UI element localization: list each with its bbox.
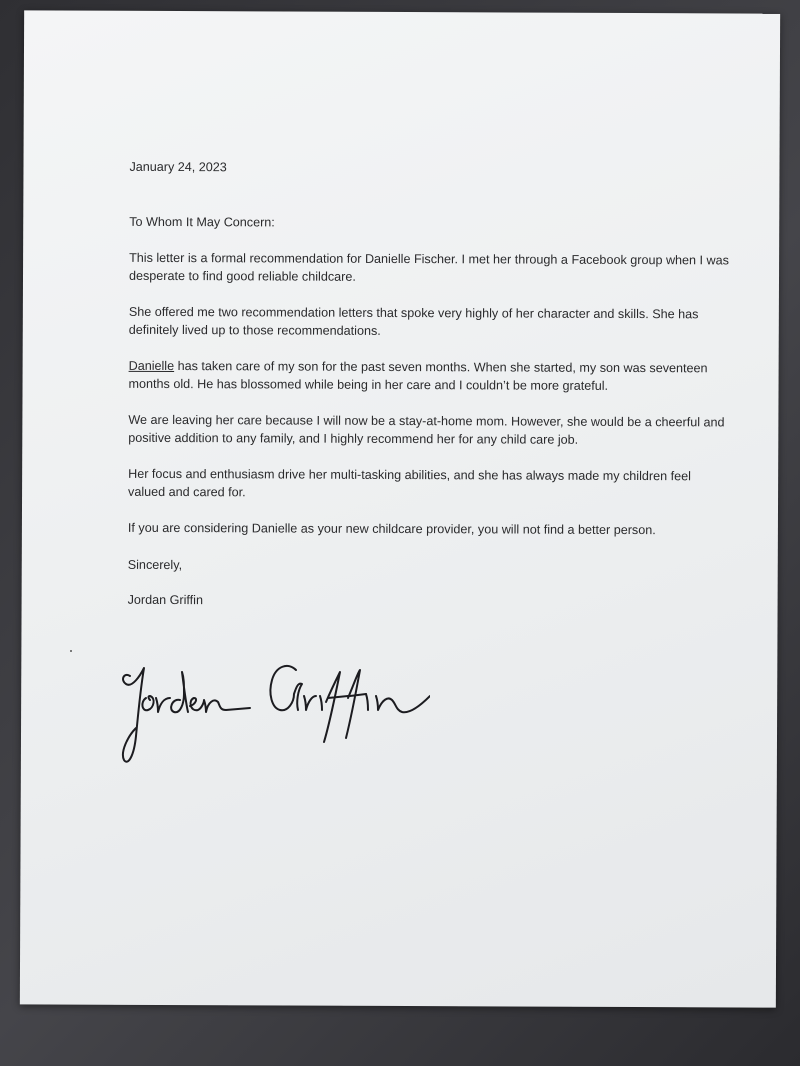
paper-speck: [70, 650, 72, 652]
paragraph-3-name: Danielle: [128, 358, 175, 374]
paragraph-1: This letter is a formal recommendation for Danielle Fischer. I met her through a Facebook group when I was desperate to find good reliable childcare.: [128, 250, 730, 284]
letter-closing: Sincerely,: [127, 557, 183, 572]
paragraph-3-text: has taken care of my son for the past seven months. When she started, my son was seventeen months old. He has blossomed while being in her care and I couldn’t be more grateful.: [128, 359, 708, 393]
paragraph-2: She offered me two recommendation letters that spoke very highly of her character and skills. She has definitely lived up to those recommendations.: [128, 304, 699, 338]
paragraph-3: [129, 358, 729, 396]
handwritten-signature: [100, 632, 430, 772]
paragraph-5: Her focus and enthusiasm drive her multi-tasking abilities, and she has always made my children feel valued and cared for.: [128, 466, 691, 499]
letter-page: [20, 10, 780, 1007]
letter-date: January 24, 2023: [129, 159, 227, 175]
paragraph-4: We are leaving her care because I will now be a stay-at-home mom. However, she would be a cheerful and positive addition to any family, and I highly recommend her for any child care job.: [128, 412, 725, 447]
letter-body: [128, 159, 730, 612]
signer-name: Jordan Griffin: [127, 592, 204, 608]
letter-salutation: To Whom It May Concern:: [129, 214, 275, 229]
paragraph-6: If you are considering Danielle as your new childcare provider, you will not find a better person.: [127, 520, 656, 538]
